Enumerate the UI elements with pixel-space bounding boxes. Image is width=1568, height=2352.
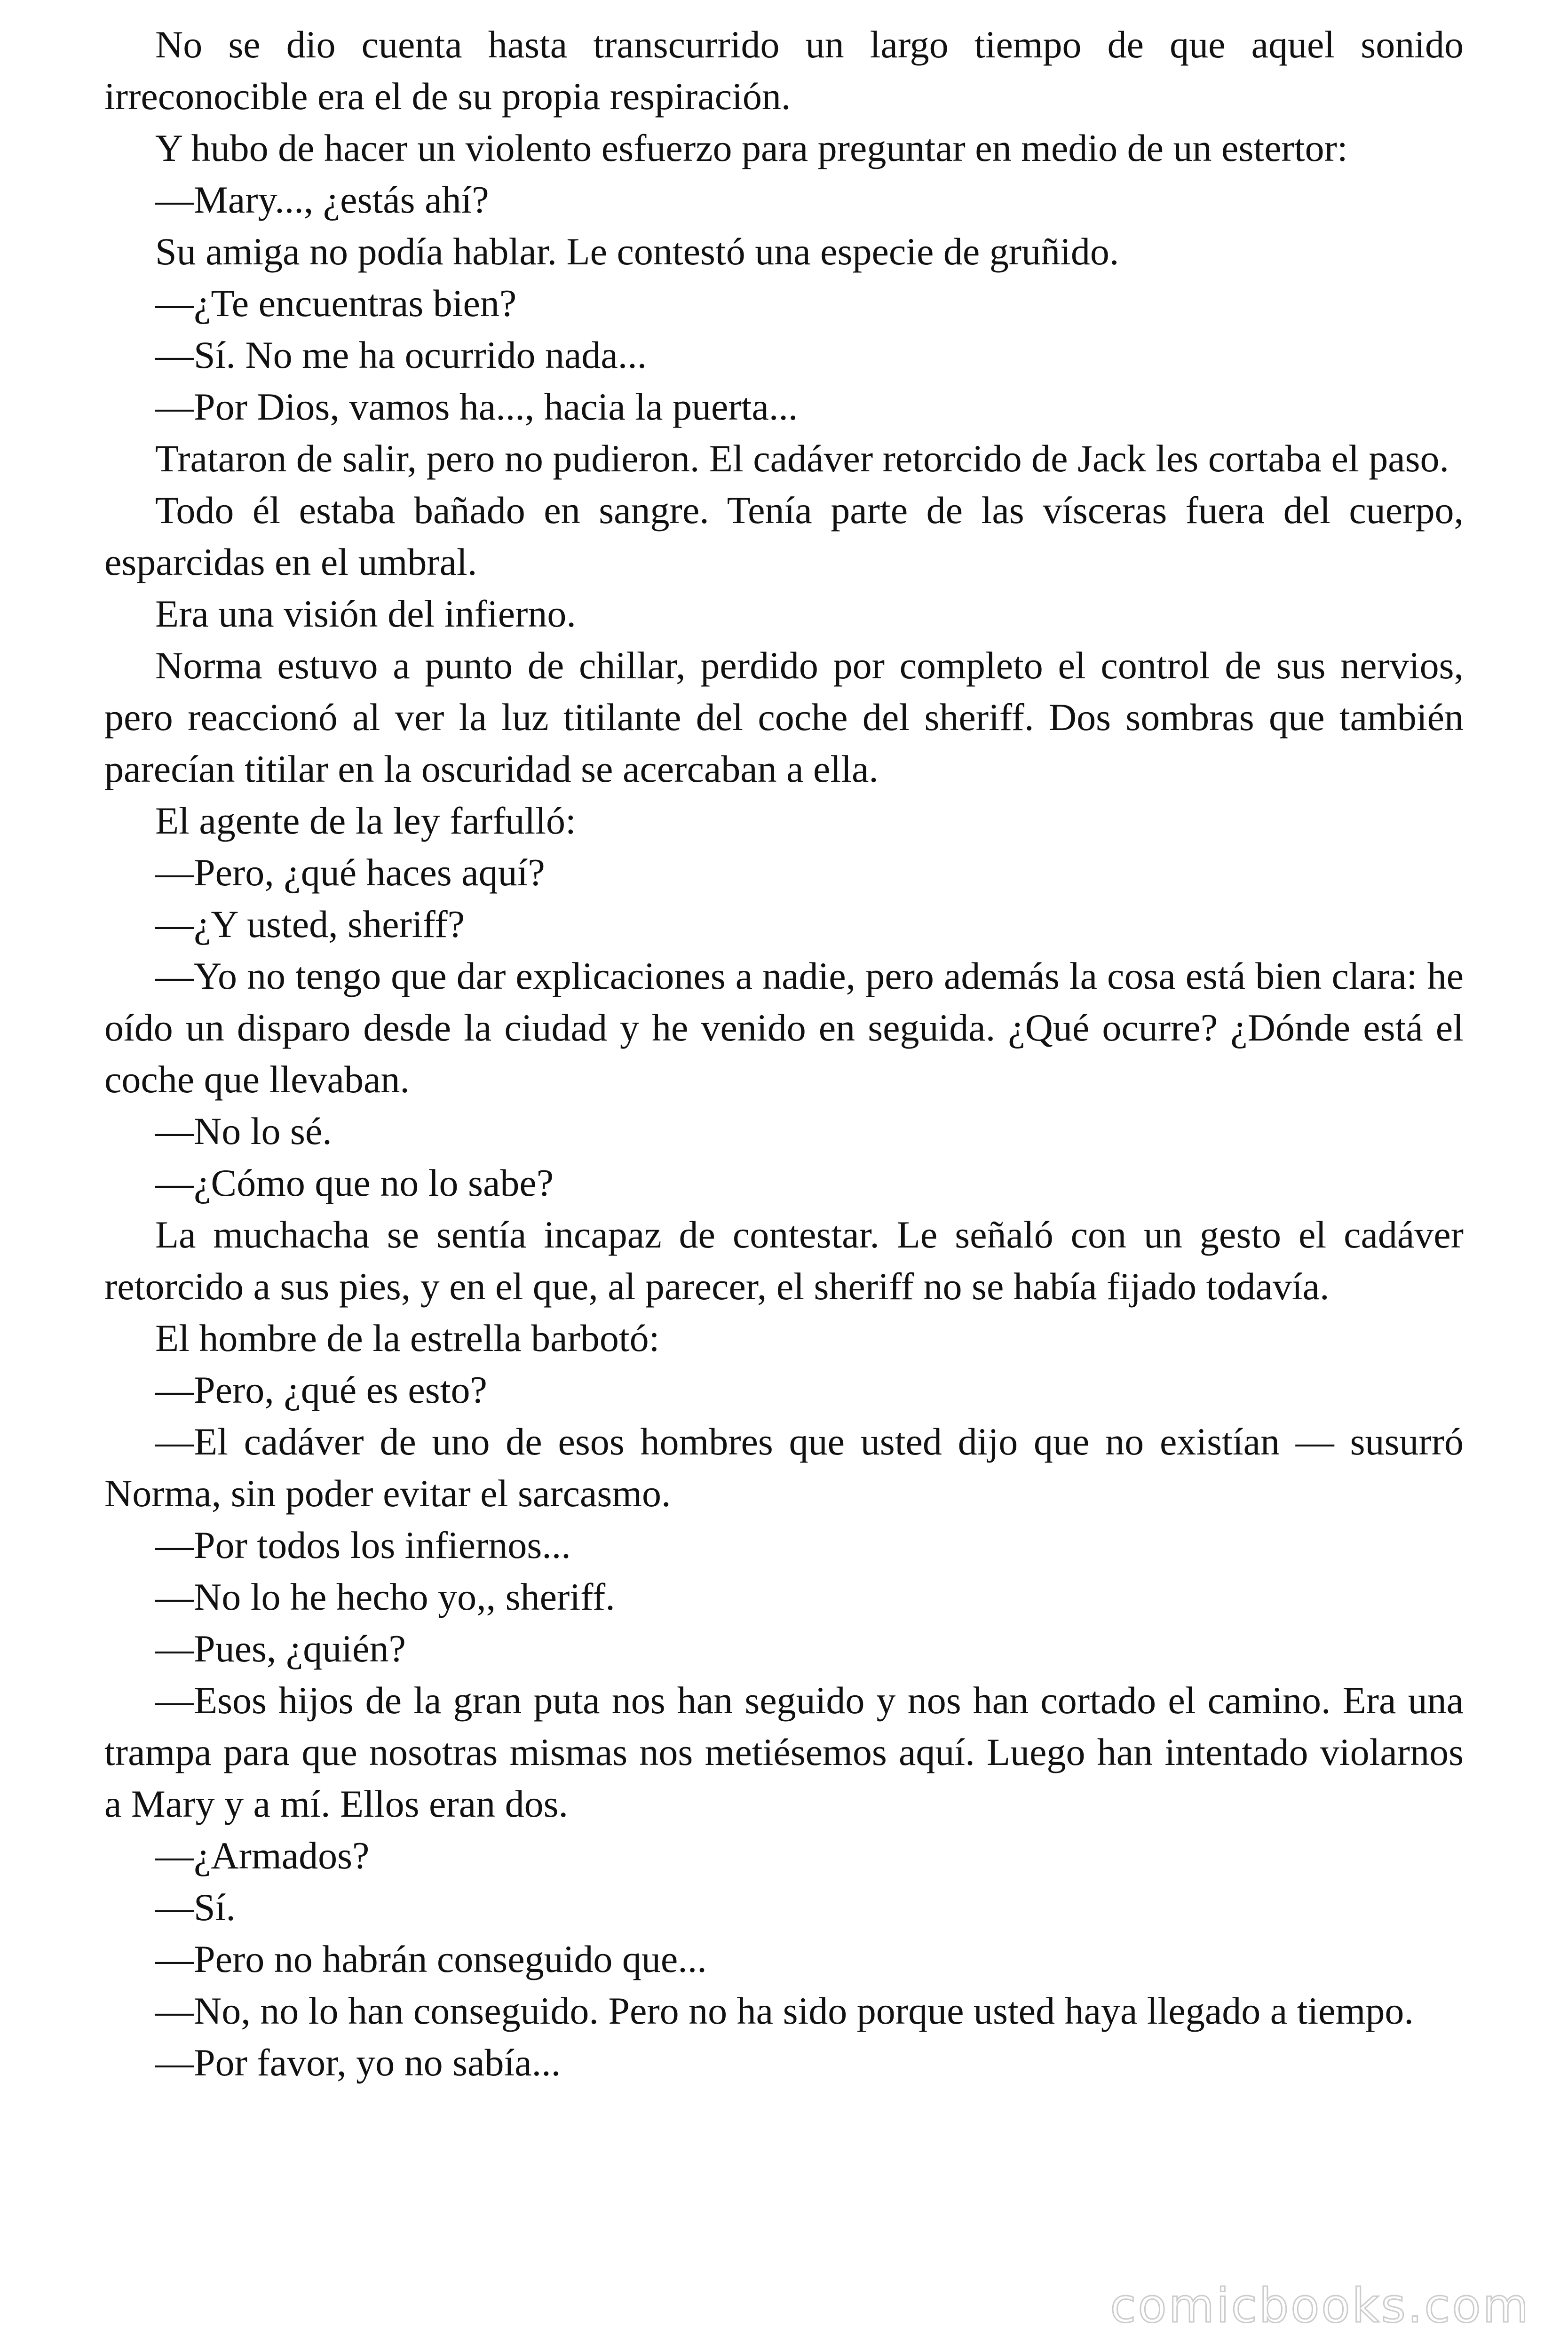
paragraph: La muchacha se sentía incapaz de contestar. Le señaló con un gesto el cadáver retorcido a sus pies, y en el que, al parecer, el sheriff no se había fijado todavía. (104, 1213, 1464, 1308)
paragraph: —¿Y usted, sheriff? (155, 903, 465, 946)
paragraph: —Sí. No me ha ocurrido nada... (155, 334, 647, 376)
paragraph: —No, no lo han conseguido. Pero no ha sido porque usted haya llegado a tiempo. (155, 1989, 1414, 2032)
page-body (104, 19, 1464, 2089)
paragraph: —No lo sé. (155, 1110, 332, 1152)
paragraph: Su amiga no podía hablar. Le contestó una especie de gruñido. (155, 230, 1119, 273)
paragraph: El hombre de la estrella barbotó: (155, 1317, 660, 1359)
paragraph: —¿Te encuentras bien? (155, 282, 517, 325)
paragraph: —Yo no tengo que dar explicaciones a nadie, pero además la cosa está bien clara: he oído un disparo desde la ciudad y he venido en seguida. ¿Qué ocurre? ¿Dónde está el coche que llevaban. (104, 954, 1464, 1101)
paragraph: —Por Dios, vamos ha..., hacia la puerta... (155, 385, 798, 428)
paragraph: —Mary..., ¿estás ahí? (155, 178, 489, 221)
paragraph: Trataron de salir, pero no pudieron. El cadáver retorcido de Jack les cortaba el paso. (155, 437, 1449, 480)
paragraph: No se dio cuenta hasta transcurrido un largo tiempo de que aquel sonido irreconocible era el de su propia respiración. (104, 23, 1464, 118)
paragraph: —¿Armados? (155, 1834, 370, 1877)
paragraph: Todo él estaba bañado en sangre. Tenía parte de las vísceras fuera del cuerpo, esparcidas en el umbral. (104, 489, 1464, 583)
paragraph: —Por todos los infiernos... (155, 1524, 571, 1566)
paragraph: —Pues, ¿quién? (155, 1627, 406, 1670)
paragraph: —Pero, ¿qué haces aquí? (155, 851, 545, 894)
paragraph: —No lo he hecho yo,, sheriff. (155, 1575, 615, 1618)
paragraph: Era una visión del infierno. (155, 592, 576, 635)
watermark: comicbooks.com (1110, 2278, 1530, 2333)
paragraph: —Esos hijos de la gran puta nos han seguido y nos han cortado el camino. Era una trampa para que nosotras mismas nos metiésemos aquí. Luego han intentado violarnos a Mary y a mí. Ellos eran dos. (104, 1679, 1464, 1825)
paragraph: Y hubo de hacer un violento esfuerzo para preguntar en medio de un estertor: (155, 127, 1348, 169)
paragraph: Norma estuvo a punto de chillar, perdido por completo el control de sus nervios, pero reaccionó al ver la luz titilante del coche del sheriff. Dos sombras que también parecían titilar en la oscuridad se acercaban a ella. (104, 644, 1464, 790)
paragraph: —El cadáver de uno de esos hombres que usted dijo que no existían — susurró Norma, sin poder evitar el sarcasmo. (104, 1420, 1464, 1515)
paragraph: —¿Cómo que no lo sabe? (155, 1161, 554, 1204)
paragraph: —Pero, ¿qué es esto? (155, 1368, 487, 1411)
paragraph: —Pero no habrán conseguido que... (155, 1938, 707, 1980)
paragraph: —Sí. (155, 1886, 236, 1929)
paragraph: El agente de la ley farfulló: (155, 799, 576, 842)
paragraph: —Por favor, yo no sabía... (155, 2041, 561, 2084)
